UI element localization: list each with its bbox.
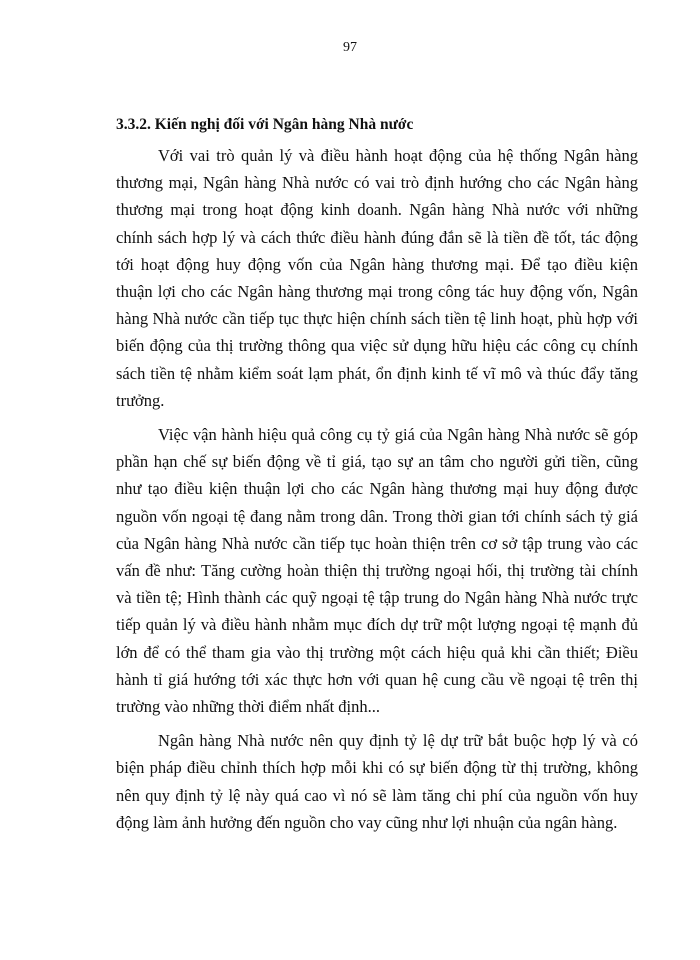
paragraph-reserve-requirement: Ngân hàng Nhà nước nên quy định tỷ lệ dự trữ bắt buộc hợp lý và có biện pháp điều chỉnh thích hợp mỗi khi có sự biến động từ thị trường, không nên quy định tỷ lệ này quá cao vì nó sẽ làm tăng chi phí của nguồn vốn huy động làm ảnh hưởng đến nguồn cho vay cũng như lợi nhuận của ngân hàng.: [116, 731, 638, 832]
body-text: [116, 142, 638, 843]
paragraph-exchange-rate-policy: Việc vận hành hiệu quả công cụ tỷ giá của Ngân hàng Nhà nước sẽ góp phần hạn chế sự biến động về tỉ giá, tạo sự an tâm cho người gửi tiền, cũng như tạo điều kiện thuận lợi cho các Ngân hàng thương mại huy động được nguồn vốn ngoại tệ đang nằm trong dân. Trong thời gian tới chính sách tỷ giá của Ngân hàng Nhà nước cần tiếp tục hoàn thiện trên cơ sở tập trung vào các vấn đề như: Tăng cường hoàn thiện thị trường ngoại hối, thị trường tài chính và tiền tệ; Hình thành các quỹ ngoại tệ tập trung do Ngân hàng Nhà nước trực tiếp quản lý và điều hành nhằm mục đích dự trữ một lượng ngoại tệ mạnh đủ lớn để có thể tham gia vào thị trường một cách hiệu quả khi cần thiết; Điều hành tỉ giá hướng tới xác thực hơn với quan hệ cung cầu về ngoại tệ trên thị trường vào những thời điểm nhất định...: [116, 425, 638, 717]
paragraph-role-of-state-bank: Với vai trò quản lý và điều hành hoạt động của hệ thống Ngân hàng thương mại, Ngân hàng Nhà nước có vai trò định hướng cho các Ngân hàng thương mại trong hoạt động kinh doanh. Ngân hàng Nhà nước với những chính sách hợp lý và cách thức điều hành đúng đắn sẽ là tiền đề tốt, tác động tới hoạt động huy động vốn của Ngân hàng thương mại. Để tạo điều kiện thuận lợi cho các Ngân hàng thương mại trong công tác huy động vốn, Ngân hàng Nhà nước cần tiếp tục thực hiện chính sách tiền tệ linh hoạt, phù hợp với biến động của thị trường thông qua việc sử dụng hữu hiệu các công cụ chính sách tiền tệ nhằm kiểm soát lạm phát, ổn định kinh tế vĩ mô và thúc đẩy tăng trưởng.: [116, 146, 638, 410]
section-heading: 3.3.2. Kiến nghị đối với Ngân hàng Nhà nước: [116, 116, 414, 133]
page-number: 97: [343, 40, 357, 55]
